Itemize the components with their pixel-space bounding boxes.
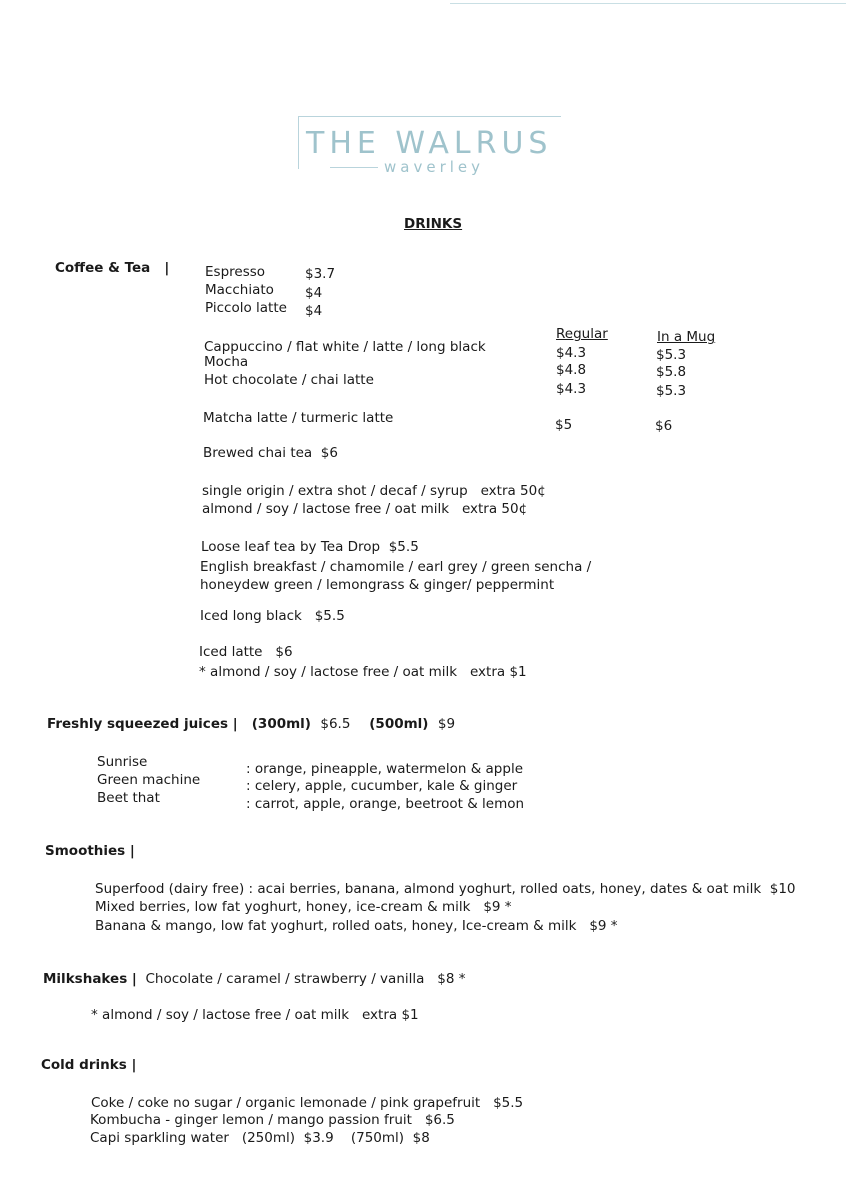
section-heading-juices: Freshly squeezed juices | (300ml) $6.5 (500ml) $9 (47, 716, 456, 732)
section-heading-smoothies: Smoothies | (45, 843, 135, 859)
size-header-mug: In a Mug (657, 329, 716, 345)
menu-item-price-mug: $5.3 (656, 347, 687, 363)
menu-item-iced-latte: Iced latte $6 (199, 644, 293, 660)
menu-item-name: Hot chocolate / chai latte (204, 372, 374, 388)
menu-item-iced-long-black: Iced long black $5.5 (200, 608, 345, 624)
smoothie-superfood: Superfood (dairy free) : acai berries, banana, almond yoghurt, rolled oats, honey, dates & oat milk $10 (95, 881, 796, 897)
section-heading-cold-drinks: Cold drinks | (41, 1057, 137, 1073)
section-heading-milkshakes: Milkshakes | Chocolate / caramel / strawberry / vanilla $8 * (43, 971, 466, 987)
extras-line: single origin / extra shot / decaf / syrup extra 50¢ (202, 483, 546, 499)
menu-item-brewed-chai: Brewed chai tea $6 (203, 445, 338, 461)
tea-list-line: English breakfast / chamomile / earl grey / green sencha / (200, 559, 592, 575)
menu-item-name: Piccolo latte (205, 300, 287, 316)
extras-line: * almond / soy / lactose free / oat milk extra $1 (199, 664, 527, 680)
menu-item-price-mug: $5.3 (656, 383, 687, 399)
menu-item-price-regular: $4.8 (556, 362, 587, 378)
juice-name: Beet that (97, 790, 160, 806)
menu-item-name: Cappuccino / flat white / latte / long black (204, 339, 486, 355)
tea-list-line: honeydew green / lemongrass & ginger/ peppermint (200, 577, 555, 593)
extras-line: * almond / soy / lactose free / oat milk extra $1 (91, 1007, 419, 1023)
juice-desc: : orange, pineapple, watermelon & apple (246, 761, 523, 777)
extras-line: almond / soy / lactose free / oat milk extra 50¢ (202, 501, 528, 517)
menu-item-price: $4 (305, 303, 323, 319)
logo-main-text: THE WALRUS (306, 126, 553, 161)
smoothie-mixed-berries: Mixed berries, low fat yoghurt, honey, ice-cream & milk $9 * (95, 899, 512, 915)
menu-item-price-mug: $5.8 (656, 364, 687, 380)
top-edge-line (450, 0, 846, 4)
menu-item-price: $3.7 (305, 266, 336, 282)
cold-drink-line: Kombucha - ginger lemon / mango passion fruit $6.5 (90, 1112, 455, 1128)
menu-item-price-regular: $5 (555, 417, 573, 433)
menu-item-name: Macchiato (205, 282, 274, 298)
menu-item-price: $4 (305, 285, 323, 301)
cold-drink-line: Capi sparkling water (250ml) $3.9 (750ml) $8 (90, 1130, 430, 1146)
section-heading-coffee-tea: Coffee & Tea | (55, 260, 170, 276)
juice-desc: : celery, apple, cucumber, kale & ginger (246, 778, 518, 794)
menu-item-loose-leaf: Loose leaf tea by Tea Drop $5.5 (201, 539, 419, 555)
menu-item-name: Espresso (205, 264, 266, 280)
menu-item-name: Mocha (204, 354, 249, 370)
juice-name: Green machine (97, 772, 201, 788)
menu-item-name: Matcha latte / turmeric latte (203, 410, 394, 426)
menu-item-price-mug: $6 (655, 418, 673, 434)
page-title: DRINKS (404, 216, 463, 232)
juice-name: Sunrise (97, 754, 148, 770)
logo-sub-text: waverley (384, 158, 485, 176)
cold-drink-line: Coke / coke no sugar / organic lemonade / pink grapefruit $5.5 (91, 1095, 524, 1111)
menu-item-price-regular: $4.3 (556, 381, 587, 397)
logo-divider (330, 167, 378, 168)
smoothie-banana-mango: Banana & mango, low fat yoghurt, rolled oats, honey, Ice-cream & milk $9 * (95, 918, 618, 934)
menu-item-price-regular: $4.3 (556, 345, 587, 361)
juice-desc: : carrot, apple, orange, beetroot & lemon (246, 796, 525, 812)
size-header-regular: Regular (556, 326, 608, 342)
